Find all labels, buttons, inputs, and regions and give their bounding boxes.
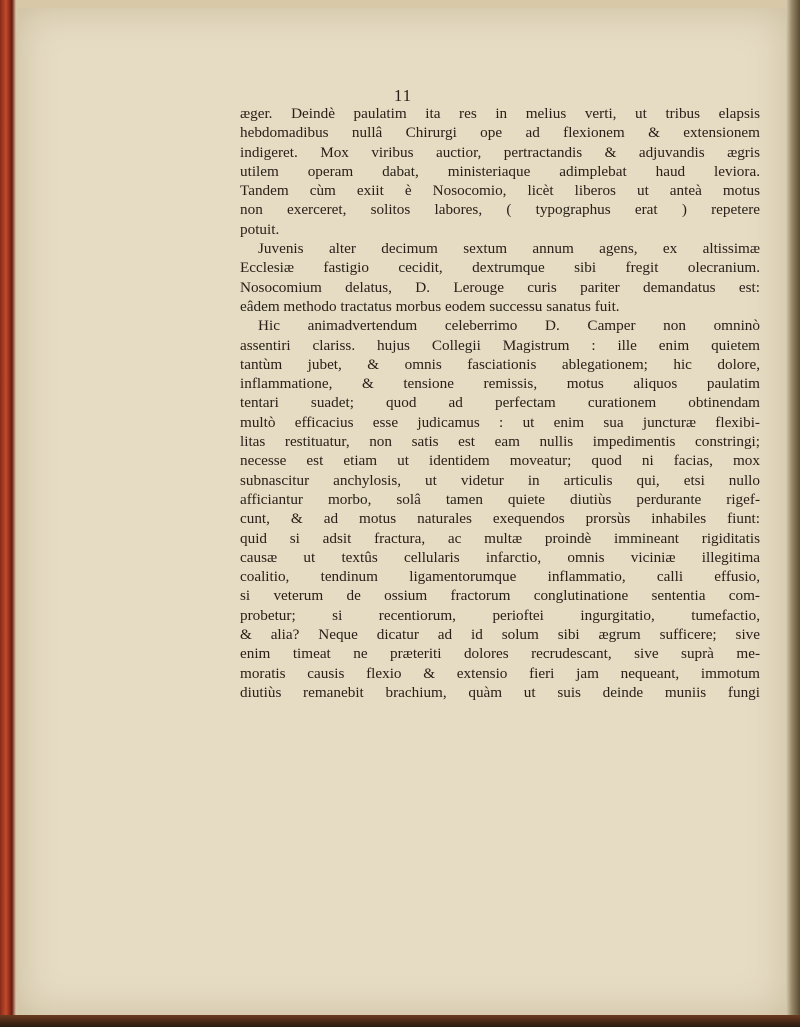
page-edge-bottom [0, 1015, 800, 1027]
text-line: & alia? Neque dicatur ad id solum sibi ægrum sufficere; sive [240, 626, 760, 644]
text-line: litas restituatur, non satis est eam nullis impedimentis constringi; [240, 433, 760, 451]
text-line: æger. Deindè paulatim ita res in melius verti, ut tribus elapsis [240, 105, 760, 122]
text-line: inflammatione, & tensione remissis, motus aliquos paulatim [240, 375, 760, 393]
text-line: moratis causis flexio & extensio fieri jam nequeant, immotum [240, 664, 760, 682]
text-line: eâdem methodo tractatus morbus eodem successu sanatus fuit. [240, 297, 620, 315]
text-line: Juvenis alter decimum sextum annum agens, ex altissimæ [258, 240, 760, 258]
text-line: tantùm jubet, & omnis fasciationis ablegationem; hic dolore, [240, 355, 760, 373]
text-line: multò efficacius esse judicamus : ut enim sua juncturæ flexibi- [240, 413, 760, 431]
text-line: probetur; si recentiorum, perioftei ingurgitatio, tumefactio, [240, 606, 760, 624]
text-line: hebdomadibus nullâ Chirurgi ope ad flexionem & extensionem [240, 124, 760, 142]
text-line: afficiantur morbo, solâ tamen quiete diutiùs perdurante rigef- [240, 490, 760, 508]
text-line: Tandem cùm exiit è Nosocomio, licèt liberos ut anteà motus [240, 182, 760, 200]
book-page [18, 8, 788, 1016]
page-edge-right [786, 0, 800, 1027]
text-line: necesse est etiam ut identidem moveatur; quod ni facias, mox [240, 452, 760, 470]
text-line: coalitio, tendinum ligamentorumque inflammatio, calli effusio, [240, 568, 760, 586]
text-line: subnascitur anchylosis, ut videtur in articulis qui, etsi nullo [240, 471, 760, 489]
text-line: Nosocomium delatus, D. Lerouge curis pariter demandatus est: [240, 278, 760, 296]
text-line: assentiri clariss. hujus Collegii Magistrum : ille enim quietem [240, 336, 760, 354]
body-text [240, 104, 760, 702]
text-line: non exerceret, solitos labores, ( typographus erat ) repetere [240, 201, 760, 219]
text-line: enim timeat ne præteriti dolores recrudescant, sive suprà me- [240, 645, 760, 663]
page-number: 11 [393, 86, 413, 105]
text-line: Hic animadvertendum celeberrimo D. Camper non omninò [258, 317, 760, 335]
text-line: potuit. [240, 220, 280, 238]
text-line: si veterum de ossium fractorum conglutinatione sententia com- [240, 587, 760, 605]
text-line: utilem operam dabat, ministeriaque adimplebat haud leviora. [240, 162, 760, 180]
text-line: causæ ut textûs cellularis infarctio, omnis viciniæ illegitima [240, 548, 760, 566]
text-line: diutiùs remanebit brachium, quàm ut suis deinde muniis fungi [240, 683, 760, 701]
text-line: cunt, & ad motus naturales exequendos prorsùs inhabiles fiunt: [240, 510, 760, 528]
text-line: tentari suadet; quod ad perfectam curationem obtinendam [240, 394, 760, 412]
text-line: quid si adsit fractura, ac multæ proindè immineant rigiditatis [240, 529, 760, 547]
text-line: Ecclesiæ fastigio cecidit, dextrumque sibi fregit olecranium. [240, 259, 760, 277]
text-line: indigeret. Mox viribus auctior, pertractandis & adjuvandis ægris [240, 143, 760, 161]
